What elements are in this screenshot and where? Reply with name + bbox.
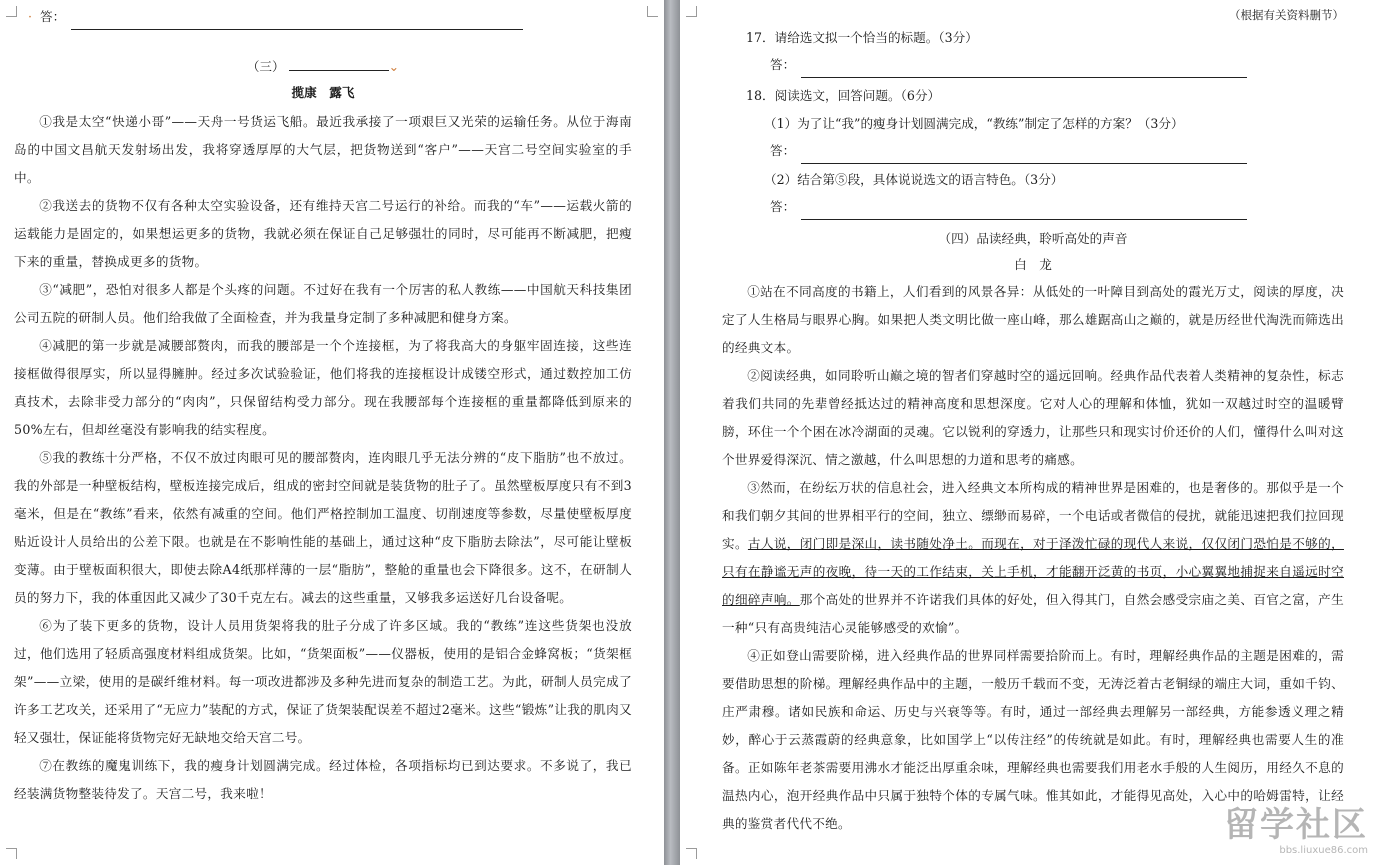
question-18-2: （2）结合第⑤段，具体说说选文的语言特色。（3分） bbox=[764, 172, 1064, 187]
article-byline: 揽康 露飞 bbox=[291, 85, 355, 100]
source-note: （根据有关资料删节） bbox=[1229, 8, 1344, 22]
watermark-brand: 留学社区 bbox=[1224, 805, 1368, 845]
crop-mark bbox=[647, 6, 658, 17]
paragraph-4: ④减肥的第一步就是减腰部赘肉，而我的腰部是一个个连接框，为了将我高大的身躯牢固连接，这些连接框做得很厚实，所以显得臃肿。经过多次试验验证，他们将我的连接框设计成镂空形式，通过数控加工仿真技术，去除非受力部分的“肉肉”，只保留结构受力部分。现在我腰部每个连接框的重量都降低到原来的50%左右，但却丝毫没有影响我的结实程度。 bbox=[14, 338, 632, 437]
crop-mark bbox=[6, 848, 17, 859]
paragraph-2: ②阅读经典，如同聆听山巅之境的智者们穿越时空的遥远回响。经典作品代表着人类精神的复杂性，标志着我们共同的先辈曾经抵达过的精神高度和思想深度。它对人心的理解和体恤，犹如一双越过时空的温暖臂膀，环住一个个困在冰冷湖面的灵魂。它以锐利的穿透力，让那些只和现实讨价还价的人们，懂得什么叫对这个世界爱得深沉、情之激越，什么叫思想的力道和思考的痛感。 bbox=[722, 368, 1344, 467]
answer-line[interactable] bbox=[801, 61, 1247, 78]
answer-label: 答： bbox=[770, 57, 796, 72]
answer-label: 答： bbox=[770, 199, 796, 214]
right-page bbox=[680, 0, 1374, 865]
crop-mark bbox=[6, 6, 17, 17]
title-blank-line[interactable] bbox=[289, 56, 389, 71]
answer-row-17 bbox=[770, 52, 1344, 78]
answer-label: 答： bbox=[40, 9, 66, 24]
underlined-passage: 古人说，闭门即是深山，读书随处净土。而现在，对于泽泼忙碌的现代人来说，仅仅闭门恐怕是不够的，只有在静谧无声的夜晚，待一天的工作结束，关上手机，才能翻开泛黄的书页，小心翼翼地捕捉来自遥远时空的细碎声响。 bbox=[722, 536, 1344, 607]
paragraph-7: ⑦在教练的魔鬼训练下，我的瘦身计划圆满完成。经过体检，各项指标均已到达要求。不多说了，我已经装满货物整装待发了。天宫二号，我来啦！ bbox=[14, 758, 632, 801]
answer-row-18-1 bbox=[770, 138, 1344, 164]
left-page bbox=[0, 0, 664, 865]
section-4-body bbox=[722, 278, 1344, 838]
question-18-1: （1）为了让“我”的瘦身计划圆满完成，“教练”制定了怎样的方案？（3分） bbox=[764, 116, 1184, 131]
marker-dot-icon: · bbox=[28, 9, 33, 24]
paragraph-3-after: 那个高处的世界并不许诺我们具体的好处，但入得其门，自然会感受宗庙之美、百官之富，产生一种“只有高贵纯洁心灵能够感受的欢愉”。 bbox=[722, 592, 1344, 635]
paragraph-2: ②我送去的货物不仅有各种太空实验设备，还有维持天宫二号运行的补给。而我的“车”——运载火箭的运载能力是固定的，如果想运更多的货物，我就必须在保证自己足够强壮的同时，尽可能再不断减肥，把瘦下来的重量，替换成更多的货物。 bbox=[14, 198, 632, 269]
answer-row-18-2 bbox=[770, 194, 1344, 220]
section-title bbox=[14, 54, 632, 80]
question-18: 18．阅读选文，回答问题。（6分） bbox=[746, 88, 941, 103]
watermark-logo bbox=[1198, 805, 1368, 863]
paragraph-6: ⑥为了装下更多的货物，设计人员用货架将我的肚子分成了许多区域。我的“教练”连这些货架也没放过，他们选用了轻质高强度材料组成货架。比如，“货架面板”——仪器板，使用的是铝合金蜂窝板；“货架框架”——立梁，使用的是碳纤维材料。每一项改进都涉及多种先进而复杂的制造工艺。为此，研制人员完成了许多工艺攻关，还采用了“无应力”装配的方式，保证了货架装配误差不超过2毫米。这些“锻炼”让我的肌肉又轻又强壮，保证能将货物完好无缺地交给天宫二号。 bbox=[14, 618, 632, 745]
page-gutter bbox=[664, 0, 680, 865]
answer-line[interactable] bbox=[71, 13, 523, 30]
paragraph-1: ①我是太空“快递小哥”——天舟一号货运飞船。最近我承接了一项艰巨又光荣的运输任务。从位于海南岛的中国文昌航天发射场出发，我将穿透厚厚的大气层，把货物送到“客户”——天宫二号空间实验室的手中。 bbox=[14, 114, 632, 185]
paragraph-1: ①站在不同高度的书籍上，人们看到的风景各异：从低处的一叶障目到高处的霞光万丈，阅读的厚度，决定了人生格局与眼界心胸。如果把人类文明比做一座山峰，那么雄踞高山之巅的，就是历经世代淘洗而筛选出的经典文本。 bbox=[722, 284, 1344, 355]
paragraph-3 bbox=[722, 474, 1344, 642]
answer-line[interactable] bbox=[801, 203, 1247, 220]
article-body bbox=[14, 108, 632, 808]
answer-label: 答： bbox=[770, 143, 796, 158]
section-4-author: 白 龙 bbox=[1014, 257, 1052, 272]
marker-dot-icon: ⌄ bbox=[388, 59, 400, 74]
section-4-title: （四）品读经典，聆听高处的声音 bbox=[938, 231, 1128, 246]
paragraph-4: ④正如登山需要阶梯，进入经典作品的世界同样需要拾阶而上。有时，理解经典作品的主题是困难的，需要借助思想的阶梯。理解经典作品中的主题，一般历千载而不变，无涛泛着古老铜绿的端庄大词，重如千钧、庄严肃穆。诸如民族和命运、历史与兴衰等等。有时，通过一部经典去理解另一部经典，方能参透义理之精妙，醉心于云蒸霞蔚的经典意象，比如国学上“以传注经”的传统就是如此。有时，理解经典也需要人生的准备。正如陈年老茶需要用沸水才能泛出厚重余味，理解经典也需要我们用老水手般的人生阅历，用经久不息的温热内心，泡开经典作品中只属于独特个体的专属气味。惟其如此，才能得见高处，入心中的哈姆雷特，让经典的鉴赏者代代不绝。 bbox=[722, 648, 1344, 831]
watermark-url: bbs.liuxue86.com bbox=[1279, 845, 1368, 856]
question-17: 17．请给选文拟一个恰当的标题。（3分） bbox=[746, 30, 978, 45]
paragraph-3-before: ③然而，在纷纭万状的信息社会，进入经典文本所构成的精神世界是困难的，也是奢侈的。那似乎是一个和我们朝夕其间的世界相平行的空间，独立、缥缈而易碎，一个电话或者微信的侵扰，就能迅速把我们拉回现实。 bbox=[722, 480, 1344, 551]
crop-mark bbox=[686, 848, 697, 859]
section-title-prefix: （三） bbox=[246, 59, 285, 74]
paragraph-5: ⑤我的教练十分严格，不仅不放过肉眼可见的腰部赘肉，连肉眼几乎无法分辨的“皮下脂肪”也不放过。我的外部是一种壁板结构，壁板连接完成后，组成的密封空间就是装货物的肚子了。虽然壁板厚度只有不到3毫米，但是在“教练”看来，依然有减重的空间。他们严格控制加工温度、切削速度等参数，尽量使壁板厚度贴近设计人员给出的公差下限。也就是在不影响性能的基础上，通过这种“皮下脂肪去除法”，尽可能让壁板变薄。由于壁板面积很大，即使去除A4纸那样薄的一层“脂肪”，整舱的重量也会下降很多。这不，在研制人员的努力下，我的体重因此又减少了30千克左右。减去的这些重量，又够我多运送好几台设备呢。 bbox=[14, 450, 632, 605]
crop-mark bbox=[686, 6, 697, 17]
answer-line[interactable] bbox=[801, 147, 1247, 164]
paragraph-3: ③“减肥”，恐怕对很多人都是个头疼的问题。不过好在我有一个厉害的私人教练——中国航天科技集团公司五院的研制人员。他们给我做了全面检查，并为我量身定制了多种减肥和健身方案。 bbox=[14, 282, 632, 325]
top-answer-row bbox=[28, 4, 632, 30]
